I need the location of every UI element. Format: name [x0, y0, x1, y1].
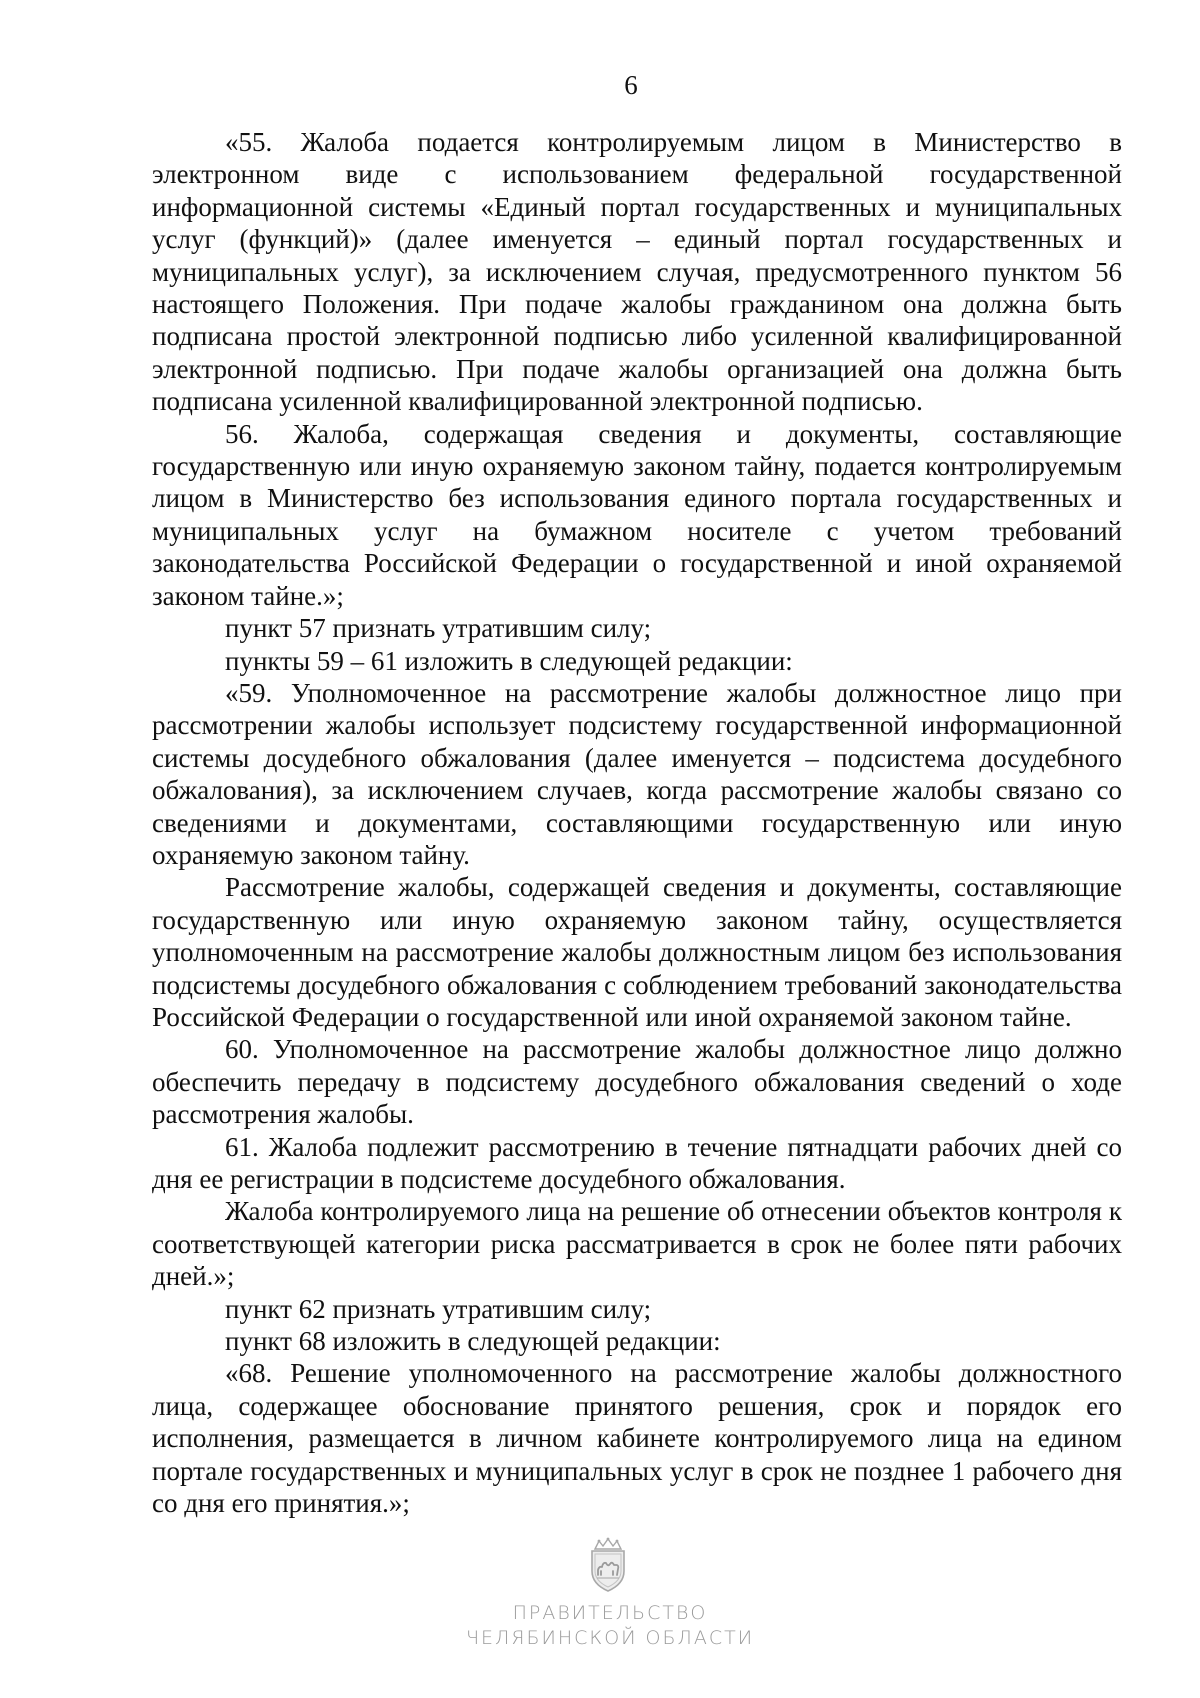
organization-line-1: ПРАВИТЕЛЬСТВО — [512, 1602, 708, 1624]
paragraph-60: 60. Уполномоченное на рассмотрение жалобы должностное лицо должно обеспечить передачу в подсистему досудебного обжалования сведений о ходе рассмотрения жалобы. — [152, 1034, 1122, 1130]
document-body — [152, 126, 1122, 1519]
organization-line-2: ЧЕЛЯБИНСКОЙ ОБЛАСТИ — [465, 1627, 755, 1649]
paragraph-item-57: пункт 57 признать утратившим силу; — [225, 613, 652, 644]
paragraph-59-part-2: Рассмотрение жалобы, содержащей сведения и документы, составляющие государственную или иную охраняемую законом тайну, осуществляется уполномоченным на рассмотрение жалобы должностным лицом без использования подсистемы досудебного обжалования с соблюдением требований законодательства Российской Федерации о государственной или иной охраняемой законом тайне. — [152, 872, 1122, 1032]
organization-stamp — [430, 1601, 790, 1651]
paragraph-56: 56. Жалоба, содержащая сведения и документы, составляющие государственную или иную охраняемую законом тайну, подается контролируемым лицом в Министерство без использования единого портала государственных и муниципальных услуг на бумажном носителе с учетом требований законодательства Российской Федерации о государственной и иной охраняемой законом тайне.»; — [152, 418, 1122, 611]
paragraph-item-68: пункт 68 изложить в следующей редакции: — [225, 1326, 721, 1357]
paragraph-61-part-2: Жалоба контролируемого лица на решение об отнесении объектов контроля к соответствующей категории риска рассматривается в срок не более пяти рабочих дней.»; — [152, 1196, 1122, 1292]
coat-of-arms-icon — [586, 1537, 630, 1593]
paragraph-item-62: пункт 62 признать утратившим силу; — [225, 1293, 652, 1324]
page-number: 6 — [624, 70, 638, 100]
paragraph-55: «55. Жалоба подается контролируемым лицом в Министерство в электронном виде с использованием федеральной государственной информационной системы «Единый портал государственных и муниципальных услуг (функций)» (далее именуется – единый портал государственных и муниципальных услуг), за исключением случая, предусмотренного пунктом 56 настоящего Положения. При подаче жалобы гражданином она должна быть подписана простой электронной подписью либо усиленной квалифицированной электронной подписью. При подаче жалобы организацией она должна быть подписана усиленной квалифицированной электронной подписью. — [152, 127, 1122, 417]
paragraph-68: «68. Решение уполномоченного на рассмотрение жалобы должностного лица, содержащее обоснование принятого решения, срок и порядок его исполнения, размещается в личном кабинете контролируемого лица на едином портале государственных и муниципальных услуг в срок не позднее 1 рабочего дня со дня его принятия.»; — [152, 1358, 1122, 1519]
paragraph-59: «59. Уполномоченное на рассмотрение жалобы должностное лицо при рассмотрении жалобы использует подсистему государственной информационной системы досудебного обжалования (далее именуется – подсистема досудебного обжалования), за исключением случаев, когда рассмотрение жалобы связано со сведениями и документами, составляющими государственную или иную охраняемую законом тайну. — [152, 677, 1122, 870]
paragraph-61: 61. Жалоба подлежит рассмотрению в течение пятнадцати рабочих дней со дня ее регистрации в подсистеме досудебного обжалования. — [152, 1131, 1122, 1194]
paragraph-items-59-61: пункты 59 – 61 изложить в следующей редакции: — [225, 645, 793, 676]
